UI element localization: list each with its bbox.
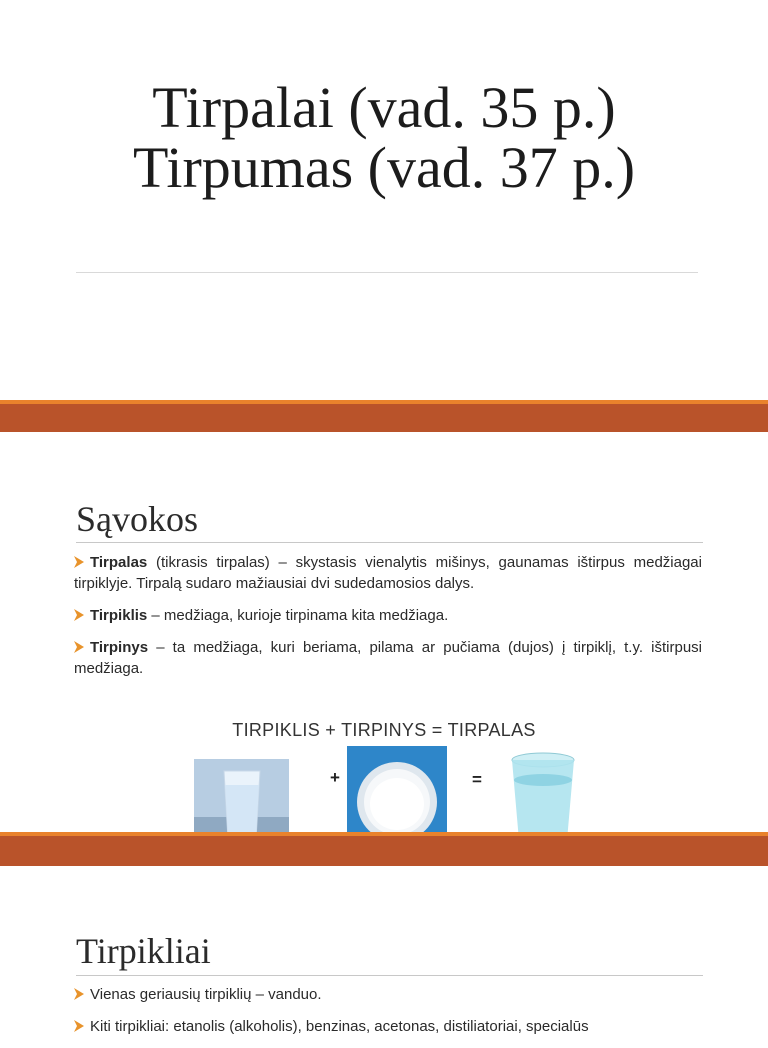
- slide-title: [0, 75, 768, 200]
- heading-underline: [76, 975, 703, 976]
- plus-sign: +: [330, 768, 340, 787]
- list-item: [74, 637, 702, 679]
- title-divider: [76, 272, 698, 273]
- concepts-list: [74, 552, 702, 690]
- arrow-bullet-icon: [74, 609, 84, 621]
- solvents-slide: [0, 866, 768, 1035]
- equation-text: TIRPIKLIS + TIRPINYS = TIRPALAS: [232, 720, 536, 740]
- list-item: [74, 552, 702, 594]
- term: Tirpalas: [90, 554, 148, 571]
- title-line-2: Tirpumas (vad. 37 p.): [132, 135, 636, 200]
- list-item: [74, 1016, 702, 1037]
- section-heading: Tirpikliai: [76, 931, 211, 971]
- equals-sign: =: [472, 770, 482, 789]
- list-text: Kiti tirpikliai: etanolis (alkoholis), benzinas, acetonas, distiliatoriai, specialūs: [90, 1018, 589, 1035]
- band-highlight: [0, 400, 768, 404]
- concepts-slide: [0, 432, 768, 832]
- band-highlight: [0, 832, 768, 836]
- term: Tirpinys: [90, 639, 149, 656]
- list-item: [74, 984, 702, 1005]
- term: Tirpiklis: [90, 607, 148, 624]
- definition: (tikrasis tirpalas) – skystasis vienalytis mišinys, gaunamas ištirpus medžiagai tirpiklyje. Tirpalą sudaro mažiausiai dvi sudedamosios dalys.: [74, 554, 702, 592]
- arrow-bullet-icon: [74, 988, 84, 1000]
- solvents-list: [74, 984, 702, 1048]
- arrow-bullet-icon: [74, 641, 84, 653]
- list-item: [74, 605, 702, 626]
- list-text: Vienas geriausių tirpiklių – vanduo.: [90, 986, 322, 1003]
- definition: – ta medžiaga, kuri beriama, pilama ar pučiama (dujos) į tirpiklį, t.y. ištirpusi medžiaga.: [74, 639, 702, 677]
- slide-separator-band: [0, 400, 768, 432]
- slide-separator-band: [0, 832, 768, 866]
- arrow-bullet-icon: [74, 1020, 84, 1032]
- title-line-1: Tirpalai (vad. 35 p.): [152, 75, 616, 140]
- heading-underline: [76, 542, 703, 543]
- definition: – medžiaga, kurioje tirpinama kita medžiaga.: [147, 607, 449, 624]
- section-heading: Sąvokos: [76, 499, 199, 539]
- title-slide: [0, 0, 768, 400]
- arrow-bullet-icon: [74, 556, 84, 568]
